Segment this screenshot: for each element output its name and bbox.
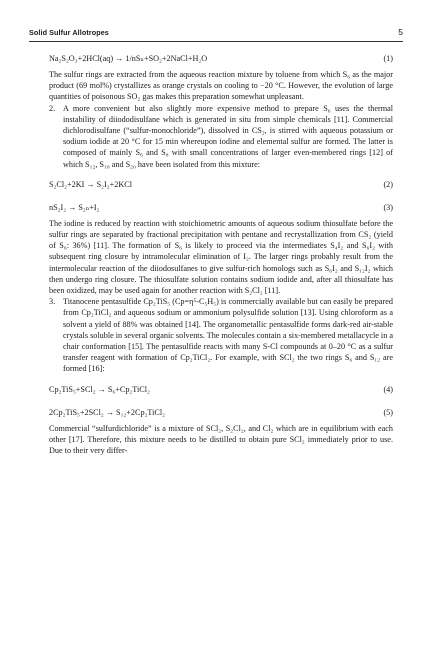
equation-3-expr: nS₂I₂ → S₂ₙ+I₂ <box>49 202 100 212</box>
list-item-2-number: 2. <box>49 103 56 113</box>
equation-1-expr: Na₂S₂O₃+2HCl(aq) → 1/nSₙ+SO₂+2NaCl+H₂O <box>49 54 208 63</box>
equation-1-number: (1) <box>383 54 393 63</box>
equation-5-number: (5) <box>383 407 393 417</box>
list-item-2-text: A more convenient but also slightly more expensive method to prepare S₆ uses the thermal instability of diiododisulfane which is generated in situ from simple chemicals [11]. Commercial dichlorodisulfane (“sulfur-monochloride”), dissolved in CS₂, is stirred with aqueous potassium or sodium iodide at 20 °C for 15 min whereupon iodine and elemental sulfur are formed. The latter is composed of mainly S₆ and S₈ with small concentrations of larger even-membered rings [12] of which S₁₂, S₁₈ and S₂₀ have been isolated from this mixture: <box>63 103 393 169</box>
header-rule <box>29 41 403 42</box>
list-item-2 <box>49 103 393 170</box>
running-header <box>29 28 403 42</box>
equation-2-expr: S₂Cl₂+2KI → S₂I₂+2KCl <box>49 179 132 189</box>
equation-2 <box>49 179 393 190</box>
equation-3 <box>49 202 393 213</box>
equation-4 <box>49 384 393 395</box>
equation-4-expr: Cp₂TiS₅+SCl₂ → S₆+Cp₂TiCl₂ <box>49 384 150 394</box>
equation-3-number: (3) <box>383 202 393 212</box>
equation-5-expr: 2Cp₂TiS₅+2SCl₂ → S₁₂+2Cp₂TiCl₂ <box>49 407 165 417</box>
list-item-3 <box>49 296 393 374</box>
equation-2-number: (2) <box>383 179 393 189</box>
page-number: 5 <box>398 27 403 37</box>
paragraph-sulfurdichloride: Commercial “sulfurdichloride” is a mixture of SCl₂, S₂Cl₂, and Cl₂ which are in equilibrium with each other [17]. Therefore, this mixture needs to be distilled to obtain pure SCl₂ immediately prior to use. Due to their very differ- <box>49 423 393 456</box>
paragraph-thiosulfate-extraction: The sulfur rings are extracted from the aqueous reaction mixture by toluene from which S₆ as the major product (69 mol%) crystallizes as orange crystals on cooling to −20 °C. However, the evolution of large quantities of poisonous SO₂ gas makes this preparation somewhat unpleasant. <box>49 70 393 102</box>
equation-5 <box>49 407 393 418</box>
running-title: Solid Sulfur Allotropes <box>29 28 109 37</box>
equation-1 <box>49 53 393 64</box>
paragraph-iodine-reduction: The iodine is reduced by reaction with stoichiometric amounts of aqueous sodium thiosulfate before the sulfur rings are separated by fractional precipitation with pentane and recrystallization from CS₂ (yield of S₆: 36%) [11]. The formation of S₆ is likely to proceed via the intermediates S₄I₂ and S₆I₂ with subsequent ring closure by intramolecular elimination of I₂. The larger rings probably result from the intermolecular reaction of the diiodosulfanes to give sulfur-rich homologs such as S₆I₂ and S₁₂I₂ which then undergo ring closure. The thiosulfate solution contains sodium iodide and, after all thiosulfate has been oxidized, may be used again for another reaction with S₂Cl₂ [11]. <box>49 218 393 296</box>
equation-4-number: (4) <box>383 384 393 394</box>
body-text <box>49 53 393 456</box>
list-item-3-number: 3. <box>49 297 56 307</box>
list-item-3-text: Titanocene pentasulfide Cp₂TiS₅ (Cp=η⁵-C₅H₅) is commercially available but can easily be prepared from Cp₂TiCl₂ and aqueous sodium or ammonium polysulfide solution [13]. Using chloroform as a solvent a yield of 88% was obtained [14]. The organometallic pentasulfide forms dark-red air-stable crystals soluble in several organic solvents. The molecules contain a six-membered metallacycle in a chair conformation [15]. The pentasulfide reacts with many S-Cl compounds at 0–20 °C as a sulfur transfer reagent with formation of Cp₂TiCl₂. For example, with SCl₂ the two rings S₆ and S₁₂ are formed [16]: <box>63 297 393 374</box>
